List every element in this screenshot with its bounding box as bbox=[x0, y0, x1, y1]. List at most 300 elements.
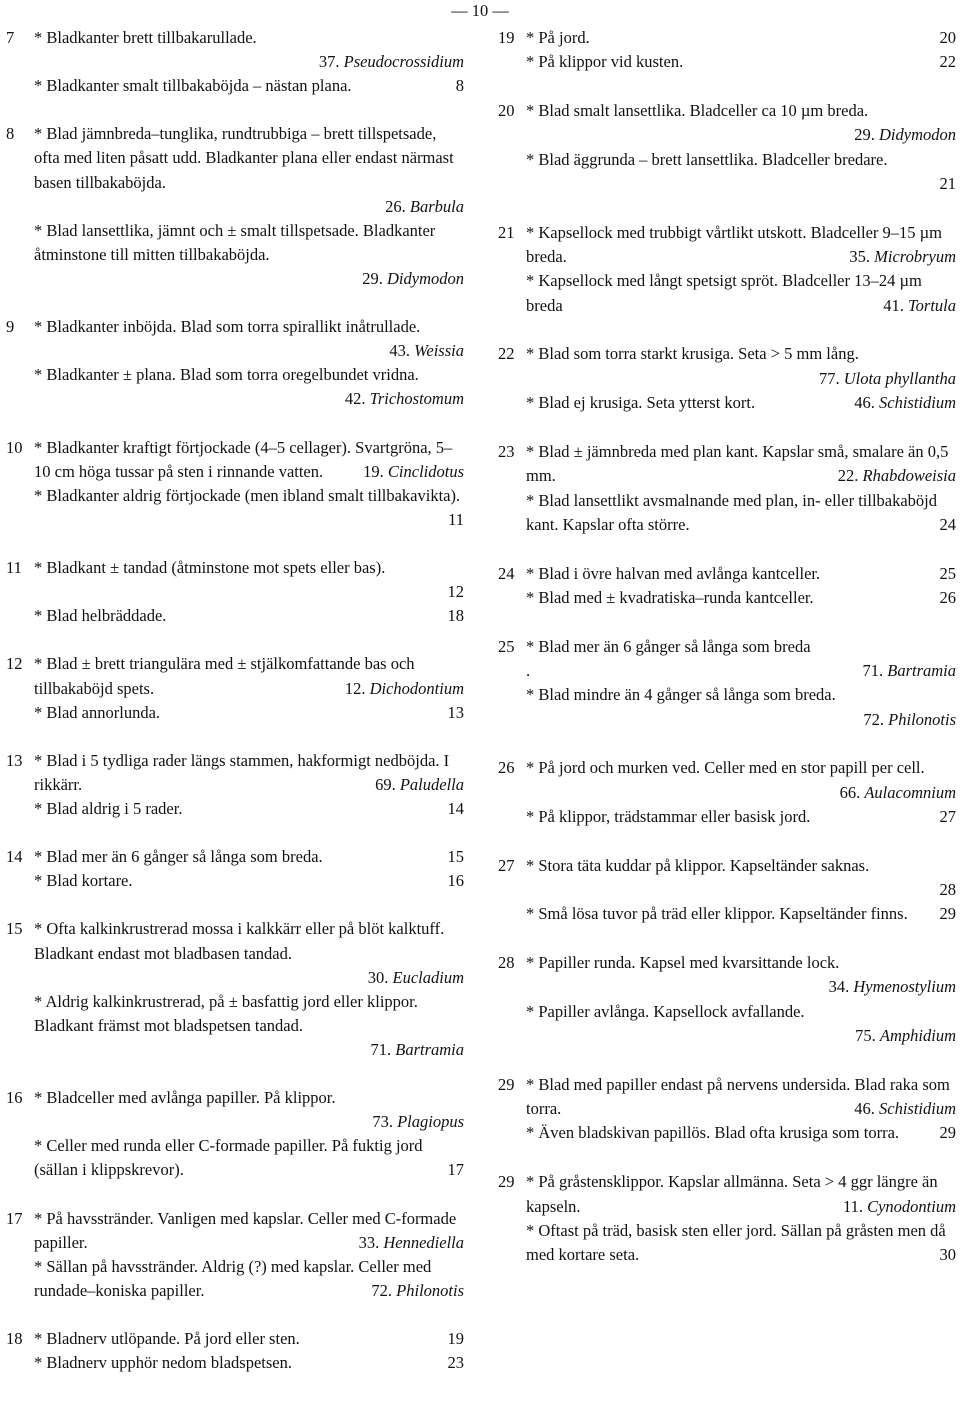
couplet bbox=[498, 26, 956, 75]
alternative-text: * Bladkanter aldrig förtjockade (men ibland smalt tillbakavikta). bbox=[34, 485, 461, 505]
alternative-text: * Blad mer än 6 gånger så långa som breda. bbox=[34, 847, 323, 867]
lead-target bbox=[448, 701, 465, 725]
taxon-name: Tortula bbox=[907, 295, 956, 315]
couplet-spacer bbox=[498, 1048, 956, 1072]
lead-target bbox=[448, 1158, 465, 1182]
couplet-spacer bbox=[6, 1062, 464, 1086]
lead-number: 73. bbox=[372, 1112, 393, 1132]
couplet bbox=[6, 315, 464, 411]
couplet bbox=[498, 1170, 956, 1267]
alternative-text: * Blad kortare. bbox=[34, 871, 133, 891]
alternative-text: * Bladceller med avlånga papiller. På klippor. bbox=[34, 1088, 336, 1108]
key-alternative bbox=[34, 74, 464, 98]
alternative-text: * Blad jämnbreda–tunglika, rundtrubbiga – brett tillspetsade, ofta med liten påsatt udd. Bladkanter plana eller endast närmast basen tillbakaböjda. bbox=[34, 124, 454, 192]
lead-target bbox=[843, 1195, 956, 1219]
key-alternative bbox=[34, 122, 464, 218]
lead-target bbox=[854, 391, 956, 415]
alternative-text: * Blad med papiller endast på nervens undersida. Blad raka som torra. bbox=[526, 1074, 950, 1119]
couplet-alternatives bbox=[526, 951, 956, 1048]
alternative-text: * Blad äggrunda – brett lansettlika. Bladceller bredare. bbox=[526, 149, 888, 169]
key-alternative bbox=[526, 805, 956, 829]
couplet-spacer bbox=[498, 829, 956, 853]
alternative-text: * Bladkanter ± plana. Blad som torra oregelbundet vridna. bbox=[34, 365, 419, 385]
lead-number: 26 bbox=[939, 587, 956, 607]
couplet-spacer bbox=[498, 732, 956, 756]
lead-target bbox=[854, 1097, 956, 1121]
couplet-number: 20 bbox=[498, 101, 515, 121]
lead-target bbox=[526, 172, 956, 196]
lead-target bbox=[34, 267, 464, 291]
lead-number: 14 bbox=[447, 799, 464, 818]
couplet-alternatives bbox=[34, 556, 464, 628]
lead-target bbox=[345, 387, 464, 411]
couplet-spacer bbox=[6, 725, 464, 749]
alternative-text: * På havsstränder. Vanligen med kapslar. Celler med C-formade papiller. bbox=[34, 1208, 457, 1252]
key-alternative bbox=[34, 652, 464, 700]
lead-number: 17 bbox=[447, 1160, 464, 1180]
couplet bbox=[6, 26, 464, 98]
couplet-number: 25 bbox=[498, 636, 515, 656]
lead-target bbox=[940, 586, 957, 610]
couplet-alternatives bbox=[526, 854, 956, 927]
lead-number: 42. bbox=[344, 389, 366, 409]
couplet-number: 28 bbox=[498, 953, 515, 973]
couplet-alternatives bbox=[34, 1086, 464, 1182]
lead-target bbox=[34, 195, 464, 219]
lead-number: 15 bbox=[447, 847, 464, 867]
lead-target bbox=[375, 773, 464, 797]
lead-target bbox=[940, 902, 957, 926]
alternative-text: * Oftast på träd, basisk sten eller jord. Sällan på gråsten men då med kortare seta. bbox=[526, 1220, 946, 1265]
alternative-text: * Små lösa tuvor på träd eller klippor. Kapseltänder finns. bbox=[526, 904, 908, 924]
lead-target bbox=[389, 339, 464, 363]
couplet-alternatives bbox=[34, 917, 464, 1062]
couplet-alternatives bbox=[34, 749, 464, 821]
alternative-text: * Blad aldrig i 5 rader. bbox=[34, 799, 183, 818]
alternative-text: * Bladnerv utlöpande. På jord eller sten. bbox=[34, 1329, 300, 1349]
lead-target bbox=[849, 245, 956, 269]
lead-number: 71. bbox=[370, 1039, 392, 1059]
couplet bbox=[6, 122, 464, 291]
lead-target bbox=[840, 781, 956, 805]
alternative-text: * Bladkanter smalt tillbakaböjda – nästan plana. bbox=[34, 76, 352, 96]
couplet-number: 19 bbox=[498, 28, 515, 47]
couplet-number: 18 bbox=[6, 1329, 23, 1349]
alternative-text: * Sällan på havsstränder. Aldrig (?) med kapslar. Celler med rundade–koniska papiller. bbox=[34, 1256, 432, 1300]
alternative-text: * Papiller avlånga. Kapsellock avfallande. bbox=[526, 1001, 805, 1021]
alternative-text: * Blad helbräddade. bbox=[34, 606, 167, 626]
taxon-name: Philonotis bbox=[396, 1280, 464, 1300]
couplet-spacer bbox=[6, 1303, 464, 1327]
key-alternative bbox=[34, 1207, 464, 1255]
lead-target bbox=[34, 1038, 464, 1062]
lead-number: 41. bbox=[883, 295, 904, 315]
lead-number: 11 bbox=[448, 509, 464, 529]
taxon-name: Philonotis bbox=[888, 709, 956, 729]
couplet-number: 27 bbox=[498, 855, 515, 875]
couplet-alternatives bbox=[34, 315, 464, 411]
lead-number: 16 bbox=[447, 871, 464, 891]
taxon-name: Ulota phyllantha bbox=[843, 368, 956, 388]
lead-target bbox=[940, 1121, 957, 1145]
lead-number: 28 bbox=[939, 880, 956, 900]
lead-target bbox=[940, 26, 957, 50]
alternative-text: * På jord och murken ved. Celler med en stor papill per cell. bbox=[526, 758, 925, 778]
key-alternative bbox=[526, 99, 956, 148]
couplet-spacer bbox=[498, 537, 956, 561]
couplet-number: 24 bbox=[498, 563, 515, 583]
couplet-number: 14 bbox=[6, 847, 23, 867]
couplet bbox=[6, 1207, 464, 1303]
taxon-name: Dichodontium bbox=[369, 678, 464, 698]
lead-number: 71. bbox=[862, 660, 884, 680]
lead-target bbox=[526, 878, 956, 902]
key-alternative bbox=[526, 854, 956, 903]
key-alternative bbox=[526, 221, 956, 270]
couplet bbox=[498, 562, 956, 611]
lead-number: 19 bbox=[447, 1329, 464, 1349]
key-alternative bbox=[526, 1121, 956, 1145]
alternative-text: * Blad i 5 tydliga rader längs stammen, hakformigt nedböjda. I rikkärr. bbox=[34, 750, 450, 794]
lead-number: 46. bbox=[854, 393, 875, 413]
alternative-text: * Blad ± jämnbreda med plan kant. Kapslar små, smalare än 0,5 mm. bbox=[526, 441, 949, 486]
lead-target bbox=[940, 805, 957, 829]
lead-number: 18 bbox=[447, 606, 464, 626]
couplet bbox=[6, 749, 464, 821]
lead-number: 26. bbox=[385, 196, 406, 216]
lead-number: 20 bbox=[939, 28, 956, 47]
couplet-alternatives bbox=[526, 26, 956, 75]
lead-target bbox=[526, 708, 956, 732]
key-alternative bbox=[34, 436, 464, 484]
alternative-text: * Blad med ± kvadratiska–runda kantceller. bbox=[526, 587, 814, 607]
alternative-text: * Ofta kalkinkrustrerad mossa i kalkkärr eller på blöt kalktuff. Bladkant endast mot bladbasen tandad. bbox=[34, 919, 445, 963]
lead-target bbox=[34, 1110, 464, 1134]
lead-target bbox=[940, 1243, 957, 1267]
taxon-name: Cinclidotus bbox=[387, 461, 464, 481]
key-alternative bbox=[34, 749, 464, 797]
lead-target bbox=[448, 604, 465, 628]
key-alternative bbox=[526, 26, 956, 50]
alternative-text: * Kapsellock med långt spetsigt spröt. Bladceller 13–24 µm breda bbox=[526, 271, 922, 315]
couplet-spacer bbox=[498, 1146, 956, 1170]
key-alternative bbox=[34, 219, 464, 291]
couplet-number: 15 bbox=[6, 919, 23, 939]
couplet bbox=[498, 1073, 956, 1146]
alternative-text: * Kapsellock med trubbigt vårtlikt utskott. Bladceller 9–15 µm breda. bbox=[526, 222, 942, 267]
lead-number: 33. bbox=[358, 1232, 380, 1252]
lead-target bbox=[359, 1231, 464, 1255]
couplet-number: 17 bbox=[6, 1208, 23, 1228]
couplet-alternatives bbox=[526, 99, 956, 196]
lead-target bbox=[526, 123, 956, 147]
lead-number: 72. bbox=[371, 1280, 393, 1300]
taxon-name: Microbryum bbox=[874, 247, 956, 267]
couplet-number: 11 bbox=[6, 558, 22, 578]
couplet-alternatives bbox=[526, 562, 956, 611]
alternative-text: * Även bladskivan papillös. Blad ofta krusiga som torra. bbox=[526, 1123, 900, 1143]
alternative-text: * På jord. bbox=[526, 28, 590, 47]
couplet-spacer bbox=[498, 75, 956, 99]
taxon-name: Bartramia bbox=[395, 1039, 464, 1059]
couplet-number: 7 bbox=[6, 28, 15, 47]
taxon-name: Trichostomum bbox=[369, 389, 464, 409]
lead-number: 22. bbox=[837, 466, 859, 486]
lead-number: 8 bbox=[455, 76, 464, 96]
lead-target bbox=[526, 367, 956, 391]
taxon-name: Pseudocrossidium bbox=[343, 52, 464, 72]
couplet-spacer bbox=[498, 610, 956, 634]
lead-number: 77. bbox=[818, 368, 840, 388]
lead-number: 13 bbox=[447, 702, 464, 722]
key-alternative bbox=[526, 635, 956, 684]
couplet-number: 16 bbox=[6, 1088, 23, 1108]
lead-target bbox=[526, 975, 956, 999]
alternative-text: * Blad i övre halvan med avlånga kantceller. bbox=[526, 563, 821, 583]
lead-number: 66. bbox=[839, 782, 861, 802]
lead-target bbox=[363, 460, 464, 484]
couplet-alternatives bbox=[34, 1327, 464, 1375]
lead-number: 72. bbox=[863, 709, 885, 729]
lead-number: 25 bbox=[939, 563, 956, 583]
alternative-text: * På klippor, trädstammar eller basisk jord. bbox=[526, 807, 811, 826]
couplet-number: 10 bbox=[6, 437, 23, 457]
key-alternative bbox=[526, 1073, 956, 1122]
couplet-alternatives bbox=[34, 845, 464, 893]
taxon-name: Aulacomnium bbox=[864, 782, 956, 802]
key-alternative bbox=[526, 50, 956, 74]
couplet bbox=[6, 917, 464, 1062]
lead-target bbox=[371, 1279, 464, 1303]
couplet-number: 13 bbox=[6, 750, 23, 770]
left-column bbox=[6, 26, 464, 1399]
taxon-name: Plagiopus bbox=[397, 1112, 464, 1132]
alternative-text: * Papiller runda. Kapsel med kvarsittande lock. bbox=[526, 953, 840, 973]
lead-number: 27 bbox=[939, 807, 956, 826]
couplet-number: 21 bbox=[498, 222, 515, 242]
lead-target bbox=[940, 50, 957, 74]
lead-number: 35. bbox=[849, 247, 870, 267]
taxon-name: Didymodon bbox=[879, 125, 956, 145]
lead-number: 37. bbox=[318, 52, 340, 72]
couplet-number: 12 bbox=[6, 654, 23, 674]
lead-target bbox=[526, 1024, 956, 1048]
key-alternative bbox=[526, 1000, 956, 1049]
right-column bbox=[498, 26, 956, 1292]
key-alternative bbox=[34, 1134, 464, 1182]
couplet-spacer bbox=[6, 98, 464, 122]
key-alternative bbox=[526, 951, 956, 1000]
couplet-alternatives bbox=[526, 635, 956, 732]
couplet-spacer bbox=[498, 318, 956, 342]
couplet-spacer bbox=[6, 628, 464, 652]
couplet-alternatives bbox=[526, 221, 956, 318]
lead-number: 69. bbox=[375, 774, 396, 794]
lead-number: 11. bbox=[842, 1196, 863, 1216]
taxon-name: Barbula bbox=[409, 196, 464, 216]
couplet-spacer bbox=[6, 291, 464, 315]
couplet-spacer bbox=[498, 927, 956, 951]
couplet-spacer bbox=[6, 1375, 464, 1399]
couplet-spacer bbox=[6, 893, 464, 917]
alternative-text: * Bladkanter brett tillbakarullade. bbox=[34, 28, 257, 47]
taxon-name: Weissia bbox=[414, 341, 464, 361]
lead-prefix: . bbox=[526, 660, 531, 680]
alternative-text: * Aldrig kalkinkrustrerad, på ± basfattig jord eller klippor. Bladkant främst mot bladspetsen tandad. bbox=[34, 991, 418, 1035]
lead-number: 29 bbox=[939, 904, 956, 924]
taxon-name: Rhabdoweisia bbox=[862, 466, 956, 486]
couplet-alternatives bbox=[526, 1073, 956, 1146]
alternative-text: * På gråstensklippor. Kapslar allmänna. Seta > 4 ggr längre än kapseln. bbox=[526, 1172, 938, 1216]
key-alternative bbox=[34, 797, 464, 821]
couplet-alternatives bbox=[526, 1170, 956, 1267]
lead-target bbox=[883, 294, 956, 318]
key-alternative bbox=[34, 26, 464, 74]
lead-target bbox=[448, 1327, 465, 1351]
key-alternative bbox=[34, 869, 464, 893]
couplet bbox=[6, 436, 464, 532]
key-alternative bbox=[34, 1351, 464, 1375]
couplet-spacer bbox=[498, 196, 956, 220]
key-alternative bbox=[526, 586, 956, 610]
couplet-number: 22 bbox=[498, 344, 515, 364]
key-alternative bbox=[526, 1219, 956, 1268]
lead-number: 19. bbox=[363, 461, 384, 481]
couplet-alternatives bbox=[526, 440, 956, 537]
lead-target bbox=[448, 869, 465, 893]
alternative-text: * Celler med runda eller C-formade papiller. På fuktig jord (sällan i klippskrevor). bbox=[34, 1136, 423, 1180]
couplet-alternatives bbox=[526, 342, 956, 415]
key-alternative bbox=[34, 484, 464, 532]
lead-number: 34. bbox=[828, 977, 850, 997]
alternative-text: * Bladkanter inböjda. Blad som torra spirallikt inåtrullade. bbox=[34, 317, 421, 337]
couplet bbox=[498, 756, 956, 829]
taxon-name: Hennediella bbox=[383, 1232, 464, 1252]
taxon-name: Schistidium bbox=[879, 1099, 956, 1119]
couplet-spacer bbox=[6, 532, 464, 556]
key-alternative bbox=[526, 902, 956, 926]
key-alternative bbox=[34, 315, 464, 363]
couplet-spacer bbox=[6, 412, 464, 436]
key-alternative bbox=[526, 440, 956, 489]
key-alternative bbox=[34, 363, 464, 411]
couplet-alternatives bbox=[34, 436, 464, 532]
lead-target bbox=[940, 513, 957, 537]
couplet-number: 29 bbox=[498, 1074, 515, 1094]
alternative-text: * Bladkant ± tandad (åtminstone mot spets eller bas). bbox=[34, 558, 386, 578]
lead-number: 24 bbox=[939, 514, 956, 534]
lead-target bbox=[448, 845, 465, 869]
couplet-number: 23 bbox=[498, 441, 515, 461]
lead-number: 22 bbox=[939, 52, 956, 72]
lead-number: 12 bbox=[447, 582, 464, 602]
couplet bbox=[6, 652, 464, 724]
couplet-number: 26 bbox=[498, 758, 515, 778]
lead-number: 12. bbox=[344, 678, 366, 698]
lead-number: 21 bbox=[939, 174, 956, 194]
alternative-text: * Blad som torra starkt krusiga. Seta > 5 mm lång. bbox=[526, 344, 859, 364]
couplet-spacer bbox=[6, 1183, 464, 1207]
couplet-spacer bbox=[6, 821, 464, 845]
couplet bbox=[498, 951, 956, 1048]
key-alternative bbox=[526, 489, 956, 538]
taxon-name: Hymenostylium bbox=[853, 977, 956, 997]
couplet bbox=[498, 440, 956, 537]
alternative-text: * Blad annorlunda. bbox=[34, 702, 161, 722]
lead-number: 29. bbox=[854, 125, 875, 145]
lead-number: 29 bbox=[939, 1123, 956, 1143]
lead-target bbox=[456, 74, 464, 98]
lead-target bbox=[526, 659, 956, 683]
alternative-text: * Blad mindre än 4 gånger så långa som breda. bbox=[526, 685, 836, 705]
couplet bbox=[6, 845, 464, 893]
taxon-name: Didymodon bbox=[387, 268, 464, 288]
lead-target bbox=[345, 677, 464, 701]
alternative-text: * Blad ± brett triangulära med ± stjälkomfattande bas och tillbakaböjd spets. bbox=[34, 654, 415, 698]
couplet bbox=[498, 99, 956, 196]
key-alternative bbox=[34, 604, 464, 628]
taxon-name: Paludella bbox=[399, 774, 464, 794]
couplet-alternatives bbox=[34, 26, 464, 98]
taxon-name: Amphidium bbox=[879, 1026, 956, 1046]
key-alternative bbox=[34, 845, 464, 869]
alternative-text: * Blad lansettlikt avsmalnande med plan, in- eller tillbakaböjd kant. Kapslar ofta större. bbox=[526, 490, 938, 534]
key-alternative bbox=[526, 1170, 956, 1219]
taxon-name: Schistidium bbox=[879, 393, 956, 413]
couplet-number: 8 bbox=[6, 124, 15, 144]
lead-target bbox=[940, 562, 957, 586]
alternative-text: * Blad lansettlika, jämnt och ± smalt tillspetsade. Bladkanter åtminstone till mitten tillbakaböjda. bbox=[34, 220, 436, 264]
couplet-alternatives bbox=[34, 652, 464, 724]
key-alternative bbox=[526, 269, 956, 318]
lead-target bbox=[448, 508, 464, 532]
couplet-spacer bbox=[498, 416, 956, 440]
couplet bbox=[498, 635, 956, 732]
key-alternative bbox=[526, 391, 956, 415]
lead-target bbox=[448, 797, 465, 821]
lead-number: 29. bbox=[362, 268, 383, 288]
lead-number: 30. bbox=[367, 967, 389, 987]
key-alternative bbox=[34, 917, 464, 989]
key-alternative bbox=[34, 1327, 464, 1351]
key-alternative bbox=[526, 342, 956, 391]
alternative-text: * Bladkanter kraftigt förtjockade (4–5 cellager). Svartgröna, 5–10 cm höga tussar på sten i rinnande vatten. bbox=[34, 437, 453, 481]
key-alternative bbox=[526, 562, 956, 586]
lead-target bbox=[34, 50, 464, 74]
key-alternative bbox=[34, 556, 464, 604]
alternative-text: * Blad mer än 6 gånger så långa som breda bbox=[526, 636, 811, 656]
page-number: — 10 — bbox=[451, 1, 509, 20]
key-alternative bbox=[34, 990, 464, 1062]
couplet bbox=[6, 556, 464, 628]
couplet-number: 29 bbox=[498, 1172, 515, 1192]
taxon-name: Cynodontium bbox=[867, 1196, 956, 1216]
key-alternative bbox=[34, 701, 464, 725]
lead-number: 46. bbox=[854, 1099, 875, 1119]
lead-number: 23 bbox=[447, 1353, 464, 1373]
lead-number: 43. bbox=[389, 341, 411, 361]
key-alternative bbox=[526, 148, 956, 197]
key-alternative bbox=[34, 1255, 464, 1303]
alternative-text: * Blad smalt lansettlika. Bladceller ca 10 µm breda. bbox=[526, 101, 869, 121]
lead-number: 30 bbox=[939, 1245, 956, 1265]
key-alternative bbox=[34, 1086, 464, 1134]
lead-target bbox=[34, 966, 464, 990]
alternative-text: * Blad ej krusiga. Seta ytterst kort. bbox=[526, 393, 756, 413]
alternative-text: * Stora täta kuddar på klippor. Kapseltänder saknas. bbox=[526, 855, 870, 875]
lead-target bbox=[838, 464, 956, 488]
lead-number: 75. bbox=[855, 1026, 876, 1046]
